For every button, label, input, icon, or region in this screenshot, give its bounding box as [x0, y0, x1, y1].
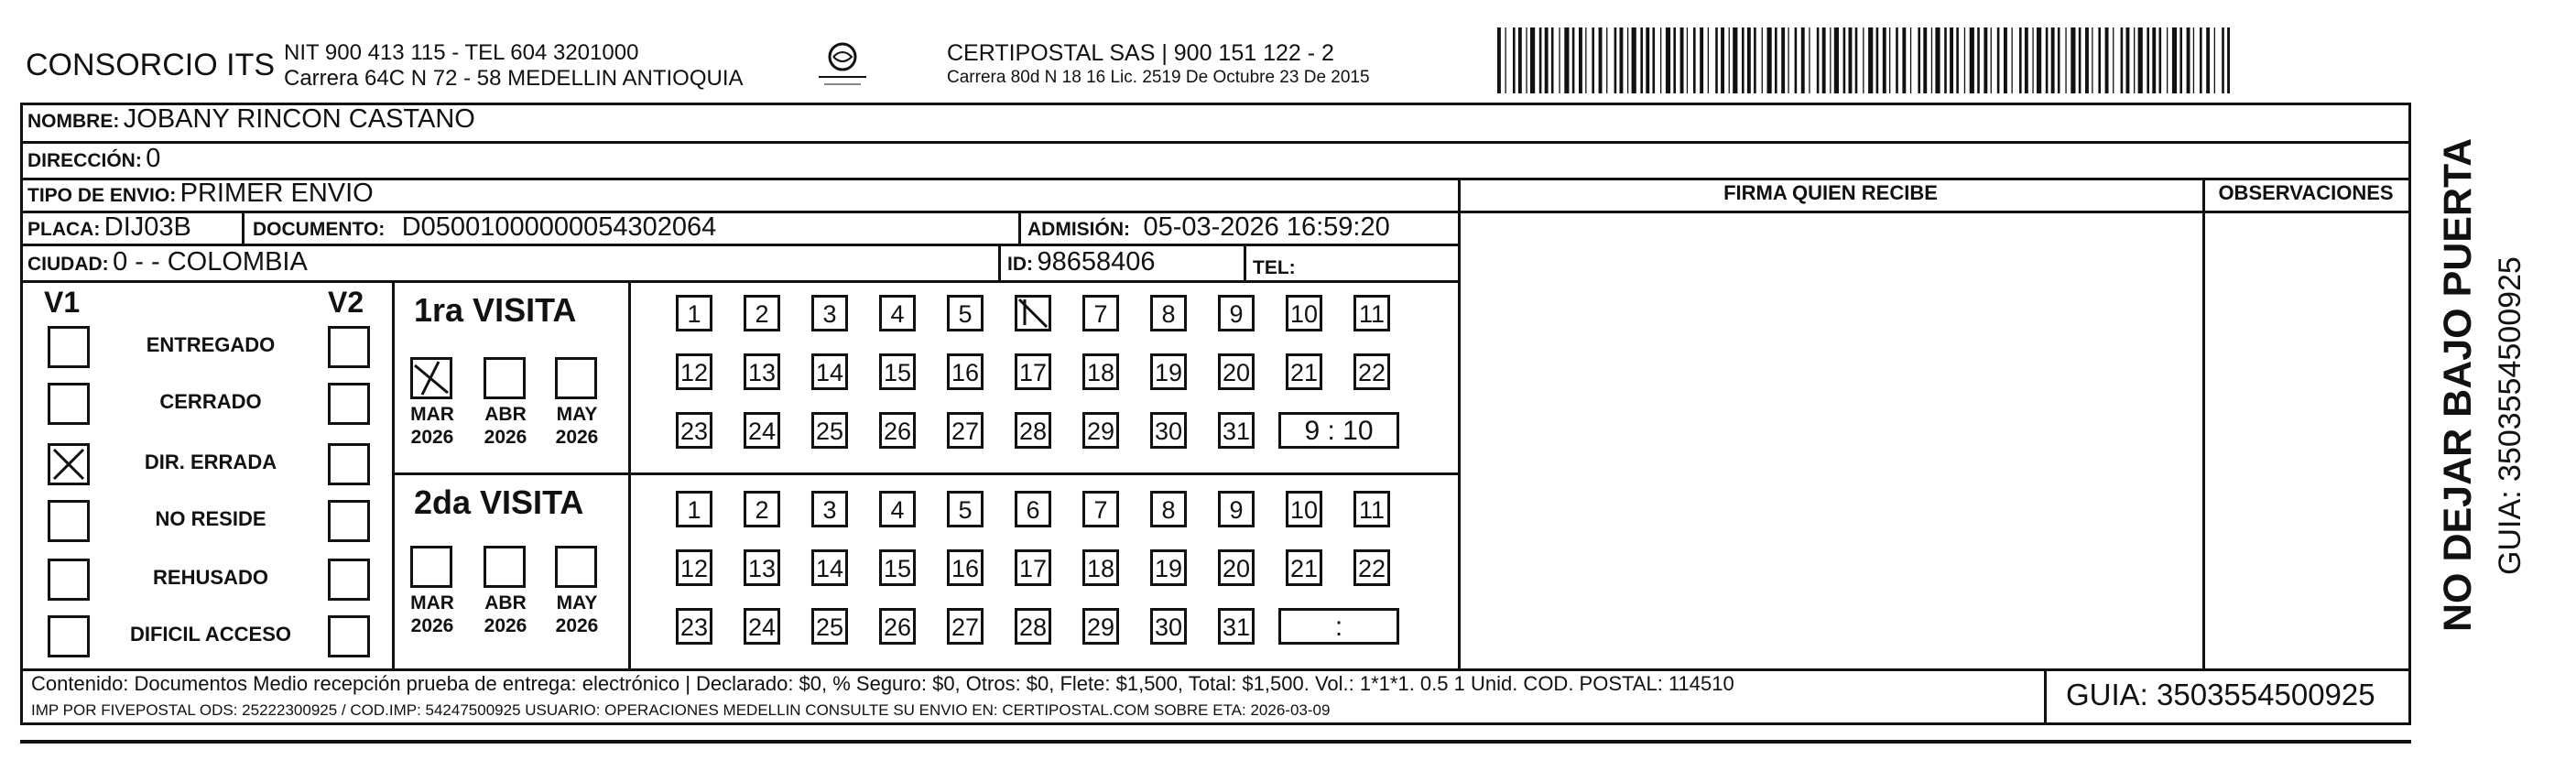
barcode-bar	[1518, 27, 1522, 93]
barcode-bar	[1762, 27, 1763, 93]
barcode-bar	[1876, 27, 1879, 93]
day-box[interactable]: 4	[879, 295, 916, 331]
documento-value: D05001000000054302064	[401, 212, 717, 242]
day-box[interactable]: 7	[1082, 295, 1119, 331]
barcode-bar	[2025, 27, 2028, 93]
carrier-line: CERTIPOSTAL SAS | 900 151 122 - 2	[947, 40, 1334, 66]
day-box[interactable]: 31	[1218, 412, 1255, 449]
day-box[interactable]: 15	[879, 353, 916, 390]
barcode-bar	[1910, 27, 1911, 93]
barcode-bar	[2227, 27, 2230, 93]
barcode-bar	[1666, 27, 1670, 93]
admision-value: 05-03-2026 16:59:20	[1143, 212, 1390, 242]
barcode-bar	[1530, 27, 1535, 93]
month-label: MAR 2026	[410, 404, 454, 448]
barcode-bar	[1781, 27, 1785, 93]
barcode-bar	[1956, 27, 1959, 93]
v1-header: V1	[44, 286, 81, 319]
barcode-bar	[1545, 27, 1549, 93]
day-box[interactable]: 16	[947, 353, 984, 390]
barcode-bar	[2222, 27, 2224, 93]
ciudad-value: 0 - - COLOMBIA	[113, 247, 308, 277]
barcode-bar	[2152, 27, 2156, 93]
barcode-bar	[1830, 27, 1831, 93]
id-value: 98658406	[1037, 247, 1156, 277]
barcode-bar	[1632, 27, 1636, 93]
barcode-bar	[1585, 27, 1586, 93]
day-box[interactable]: 1	[676, 491, 712, 527]
barcode-bar	[1559, 27, 1560, 93]
day-box[interactable]: 28	[1015, 412, 1051, 449]
barcode-bar	[2071, 27, 2075, 93]
v1-checkbox[interactable]	[48, 615, 90, 657]
barcode-bar	[1606, 27, 1607, 93]
month-checkbox[interactable]	[410, 357, 452, 399]
day-box[interactable]: 2	[744, 295, 780, 331]
barcode-bar	[1775, 27, 1777, 93]
barcode-bar	[1984, 27, 1987, 93]
second-visit-title: 2da VISITA	[414, 483, 584, 521]
column-observaciones: OBSERVACIONES	[2218, 181, 2394, 204]
column-firma: FIRMA QUIEN RECIBE	[1723, 181, 1938, 204]
month-checkbox[interactable]	[484, 546, 526, 588]
barcode-bar	[1742, 27, 1745, 93]
tipo-envio-value: PRIMER ENVIO	[179, 179, 374, 208]
day-box[interactable]: 23	[676, 608, 712, 645]
contenido-text: Contenido: Documentos Medio recepción prueba de entrega: electrónico | Declarado: $0, % Seguro: $0, Otros: $0, Flete: $1,500, Total: $1,500. Vol.: 1*1*1. 0.5 1 Unid. COD. POSTAL: 114510	[31, 672, 1734, 695]
day-box[interactable]: 15	[879, 549, 916, 586]
day-box[interactable]: 4	[879, 491, 916, 527]
barcode-bar	[1620, 27, 1624, 93]
barcode-bar	[1592, 27, 1594, 93]
day-box[interactable]: 24	[744, 608, 780, 645]
barcode-bar	[2121, 27, 2124, 93]
barcode-bar	[2098, 27, 2101, 93]
barcode-bar	[2037, 27, 2041, 93]
day-box[interactable]: 25	[811, 412, 848, 449]
month-label: MAR 2026	[410, 592, 454, 636]
barcode-bar	[1729, 27, 1730, 93]
barcode-bar	[1599, 27, 1603, 93]
barcode-bar	[2214, 27, 2215, 93]
barcode-bar	[1680, 27, 1684, 93]
time-box[interactable]: :	[1278, 608, 1399, 645]
day-box[interactable]: 30	[1150, 608, 1187, 645]
barcode-bar	[1700, 27, 1703, 93]
day-box[interactable]: 27	[947, 412, 984, 449]
barcode-bar	[1822, 27, 1826, 93]
barcode-bar	[1855, 27, 1858, 93]
day-box[interactable]	[1015, 295, 1051, 331]
certipostal-logo-icon	[806, 37, 879, 92]
barcode-bar	[1646, 27, 1649, 93]
barcode-bar	[1843, 27, 1846, 93]
v1-checkbox[interactable]	[48, 326, 90, 368]
status-label: ENTREGADO	[146, 333, 276, 356]
month-label: MAY 2026	[555, 592, 599, 636]
barcode-bar	[1991, 27, 1992, 93]
day-box[interactable]: 3	[811, 491, 848, 527]
day-box[interactable]: 22	[1353, 549, 1390, 586]
barcode	[1497, 27, 2230, 93]
day-box[interactable]: 19	[1150, 353, 1187, 390]
barcode-bar	[1687, 27, 1688, 93]
barcode-bar	[1614, 27, 1617, 93]
day-box[interactable]: 14	[811, 353, 848, 390]
barcode-bar	[2179, 27, 2182, 93]
barcode-bar	[1923, 27, 1927, 93]
month-label: ABR 2026	[484, 404, 527, 448]
day-box[interactable]: 31	[1218, 608, 1255, 645]
month-label: ABR 2026	[484, 592, 527, 636]
barcode-bar	[1526, 27, 1527, 93]
barcode-bar	[2134, 27, 2135, 93]
barcode-bar	[2138, 27, 2143, 93]
v2-checkbox[interactable]	[328, 615, 370, 657]
imp-text: IMP POR FIVEPOSTAL ODS: 25222300925 / COD.IMP: 54247500925 USUARIO: OPERACIONES MEDELLIN CONSULTE SU ENVIO EN: CERTIPOSTAL.COM SOBRE ETA: 2026-03-09	[31, 701, 1331, 719]
day-box[interactable]: 8	[1150, 295, 1187, 331]
barcode-bar	[1551, 27, 1554, 93]
barcode-bar	[1627, 27, 1628, 93]
barcode-bar	[1721, 27, 1724, 93]
day-box[interactable]: 26	[879, 608, 916, 645]
barcode-bar	[2058, 27, 2060, 93]
day-box[interactable]: 3	[811, 295, 848, 331]
barcode-bar	[2019, 27, 2022, 93]
barcode-bar	[1513, 27, 1516, 93]
v1-checkbox[interactable]	[48, 559, 90, 601]
direccion-value: 0	[146, 144, 161, 173]
day-box[interactable]: 2	[744, 491, 780, 527]
day-box[interactable]: 18	[1082, 353, 1119, 390]
v2-checkbox[interactable]	[328, 326, 370, 368]
time-box[interactable]: 9 : 10	[1278, 412, 1399, 449]
nombre-row: NOMBRE: JOBANY RINCON CASTANO	[27, 104, 475, 134]
day-box[interactable]: 17	[1015, 549, 1051, 586]
barcode-bar	[1640, 27, 1643, 93]
day-box[interactable]: 29	[1082, 412, 1119, 449]
month-checkbox[interactable]	[410, 546, 452, 588]
direccion-row: DIRECCIÓN: 0	[27, 144, 161, 173]
barcode-bar	[2147, 27, 2149, 93]
barcode-bar	[1970, 27, 1974, 93]
status-label: REHUSADO	[153, 566, 268, 589]
barcode-bar	[2113, 27, 2114, 93]
barcode-bar	[2004, 27, 2007, 93]
documento-row: DOCUMENTO: D05001000000054302064	[253, 212, 717, 242]
day-box[interactable]: 23	[676, 412, 712, 449]
barcode-bar	[1497, 27, 1501, 93]
barcode-bar	[2046, 27, 2049, 93]
barcode-bar	[1896, 27, 1898, 93]
barcode-bar	[2159, 27, 2162, 93]
day-box[interactable]: 5	[947, 295, 984, 331]
footer-guia: GUIA: 3503554500925	[2066, 678, 2375, 711]
status-label: DIR. ERRADA	[144, 451, 277, 473]
day-box[interactable]: 11	[1353, 491, 1390, 527]
barcode-bar	[1817, 27, 1820, 93]
day-box[interactable]: 28	[1015, 608, 1051, 645]
barcode-bar	[1889, 27, 1890, 93]
barcode-bar	[2200, 27, 2202, 93]
v2-checkbox[interactable]	[328, 559, 370, 601]
barcode-bar	[1795, 27, 1798, 93]
day-box[interactable]: 7	[1082, 491, 1119, 527]
barcode-bar	[1505, 27, 1506, 93]
day-box[interactable]: 13	[744, 549, 780, 586]
barcode-bar	[2012, 27, 2013, 93]
day-box[interactable]: 11	[1353, 295, 1390, 331]
day-box[interactable]: 25	[811, 608, 848, 645]
barcode-bar	[1918, 27, 1920, 93]
v2-header: V2	[328, 286, 364, 319]
barcode-bar	[1579, 27, 1582, 93]
v2-checkbox[interactable]	[328, 383, 370, 425]
day-box[interactable]: 16	[947, 549, 984, 586]
barcode-bar	[2032, 27, 2033, 93]
day-box[interactable]: 6	[1015, 491, 1051, 527]
v1-checkbox[interactable]	[48, 443, 90, 485]
day-box[interactable]: 12	[676, 549, 712, 586]
day-box[interactable]: 20	[1218, 549, 1255, 586]
day-box[interactable]: 17	[1015, 353, 1051, 390]
barcode-bar	[2105, 27, 2109, 93]
barcode-bar	[1944, 27, 1947, 93]
day-box[interactable]: 24	[744, 412, 780, 449]
barcode-bar	[1950, 27, 1953, 93]
side-warning: NO DEJAR BAJO PUERTA	[2436, 137, 2480, 632]
day-box[interactable]: 30	[1150, 412, 1187, 449]
day-box[interactable]: 13	[744, 353, 780, 390]
v2-checkbox[interactable]	[328, 500, 370, 542]
v1-checkbox[interactable]	[48, 500, 90, 542]
tel-row: TEL:	[1253, 257, 1296, 278]
barcode-bar	[1564, 27, 1569, 93]
barcode-bar	[2126, 27, 2130, 93]
barcode-bar	[1935, 27, 1940, 93]
barcode-bar	[2187, 27, 2190, 93]
barcode-bar	[1801, 27, 1805, 93]
barcode-bar	[2079, 27, 2081, 93]
status-label: DIFICIL ACCESO	[129, 623, 291, 646]
day-box[interactable]: 20	[1218, 353, 1255, 390]
barcode-bar	[1849, 27, 1853, 93]
v1-checkbox[interactable]	[48, 383, 90, 425]
barcode-bar	[1767, 27, 1772, 93]
barcode-bar	[1708, 27, 1709, 93]
placa-value: DIJ03B	[103, 212, 191, 242]
day-box[interactable]: 26	[879, 412, 916, 449]
day-box[interactable]: 1	[676, 295, 712, 331]
first-visit-title: 1ra VISITA	[414, 291, 577, 329]
barcode-bar	[2167, 27, 2168, 93]
barcode-bar	[1977, 27, 1980, 93]
day-box[interactable]: 18	[1082, 549, 1119, 586]
month-checkbox[interactable]	[555, 357, 597, 399]
barcode-bar	[2206, 27, 2210, 93]
side-guia: GUIA: 3503554500925	[2493, 256, 2527, 575]
barcode-bar	[1747, 27, 1751, 93]
company-name: CONSORCIO ITS	[26, 48, 276, 82]
day-box[interactable]: 21	[1286, 549, 1322, 586]
status-label: NO RESIDE	[155, 507, 266, 530]
barcode-bar	[1660, 27, 1661, 93]
v2-checkbox[interactable]	[328, 443, 370, 485]
license-line: Carrera 80d N 18 16 Lic. 2519 De Octubre 23 De 2015	[947, 68, 1370, 87]
day-box[interactable]: 14	[811, 549, 848, 586]
id-row: ID: 98658406	[1007, 247, 1156, 277]
barcode-bar	[1733, 27, 1737, 93]
barcode-bar	[1902, 27, 1906, 93]
barcode-bar	[1539, 27, 1542, 93]
placa-row: PLACA: DIJ03B	[27, 212, 191, 242]
ciudad-row: CIUDAD: 0 - - COLOMBIA	[27, 247, 308, 277]
barcode-bar	[1715, 27, 1718, 93]
admision-row: ADMISIÓN: 05-03-2026 16:59:20	[1027, 212, 1390, 242]
barcode-bar	[1572, 27, 1575, 93]
nombre-value: JOBANY RINCON CASTANO	[123, 104, 475, 134]
barcode-bar	[1997, 27, 2000, 93]
day-box[interactable]: 8	[1150, 491, 1187, 527]
month-label: MAY 2026	[555, 404, 599, 448]
barcode-bar	[1693, 27, 1696, 93]
barcode-bar	[1931, 27, 1932, 93]
day-box[interactable]: 9	[1218, 295, 1255, 331]
barcode-bar	[1834, 27, 1839, 93]
day-box[interactable]: 9	[1218, 491, 1255, 527]
barcode-bar	[1809, 27, 1810, 93]
day-box[interactable]: 10	[1286, 491, 1322, 527]
barcode-bar	[1653, 27, 1656, 93]
barcode-bar	[1673, 27, 1676, 93]
barcode-bar	[1964, 27, 1965, 93]
day-box[interactable]: 10	[1286, 295, 1322, 331]
day-box[interactable]: 12	[676, 353, 712, 390]
status-label: CERRADO	[159, 390, 262, 413]
barcode-bar	[1868, 27, 1873, 93]
day-box[interactable]: 5	[947, 491, 984, 527]
barcode-bar	[1754, 27, 1756, 93]
barcode-bar	[2065, 27, 2066, 93]
barcode-bar	[2085, 27, 2089, 93]
day-box[interactable]: 21	[1286, 353, 1322, 390]
company-nit: NIT 900 413 115 - TEL 604 3201000	[284, 40, 639, 65]
day-box[interactable]: 29	[1082, 608, 1119, 645]
barcode-bar	[2172, 27, 2177, 93]
day-box[interactable]: 27	[947, 608, 984, 645]
barcode-bar	[1883, 27, 1886, 93]
day-box[interactable]: 22	[1353, 353, 1390, 390]
month-checkbox[interactable]	[555, 546, 597, 588]
month-checkbox[interactable]	[484, 357, 526, 399]
barcode-bar	[2193, 27, 2194, 93]
barcode-bar	[1863, 27, 1864, 93]
company-address: Carrera 64C N 72 - 58 MEDELLIN ANTIOQUIA	[284, 66, 744, 91]
barcode-bar	[2051, 27, 2055, 93]
day-box[interactable]: 19	[1150, 549, 1187, 586]
tipo-envio-row: TIPO DE ENVIO: PRIMER ENVIO	[27, 179, 374, 208]
